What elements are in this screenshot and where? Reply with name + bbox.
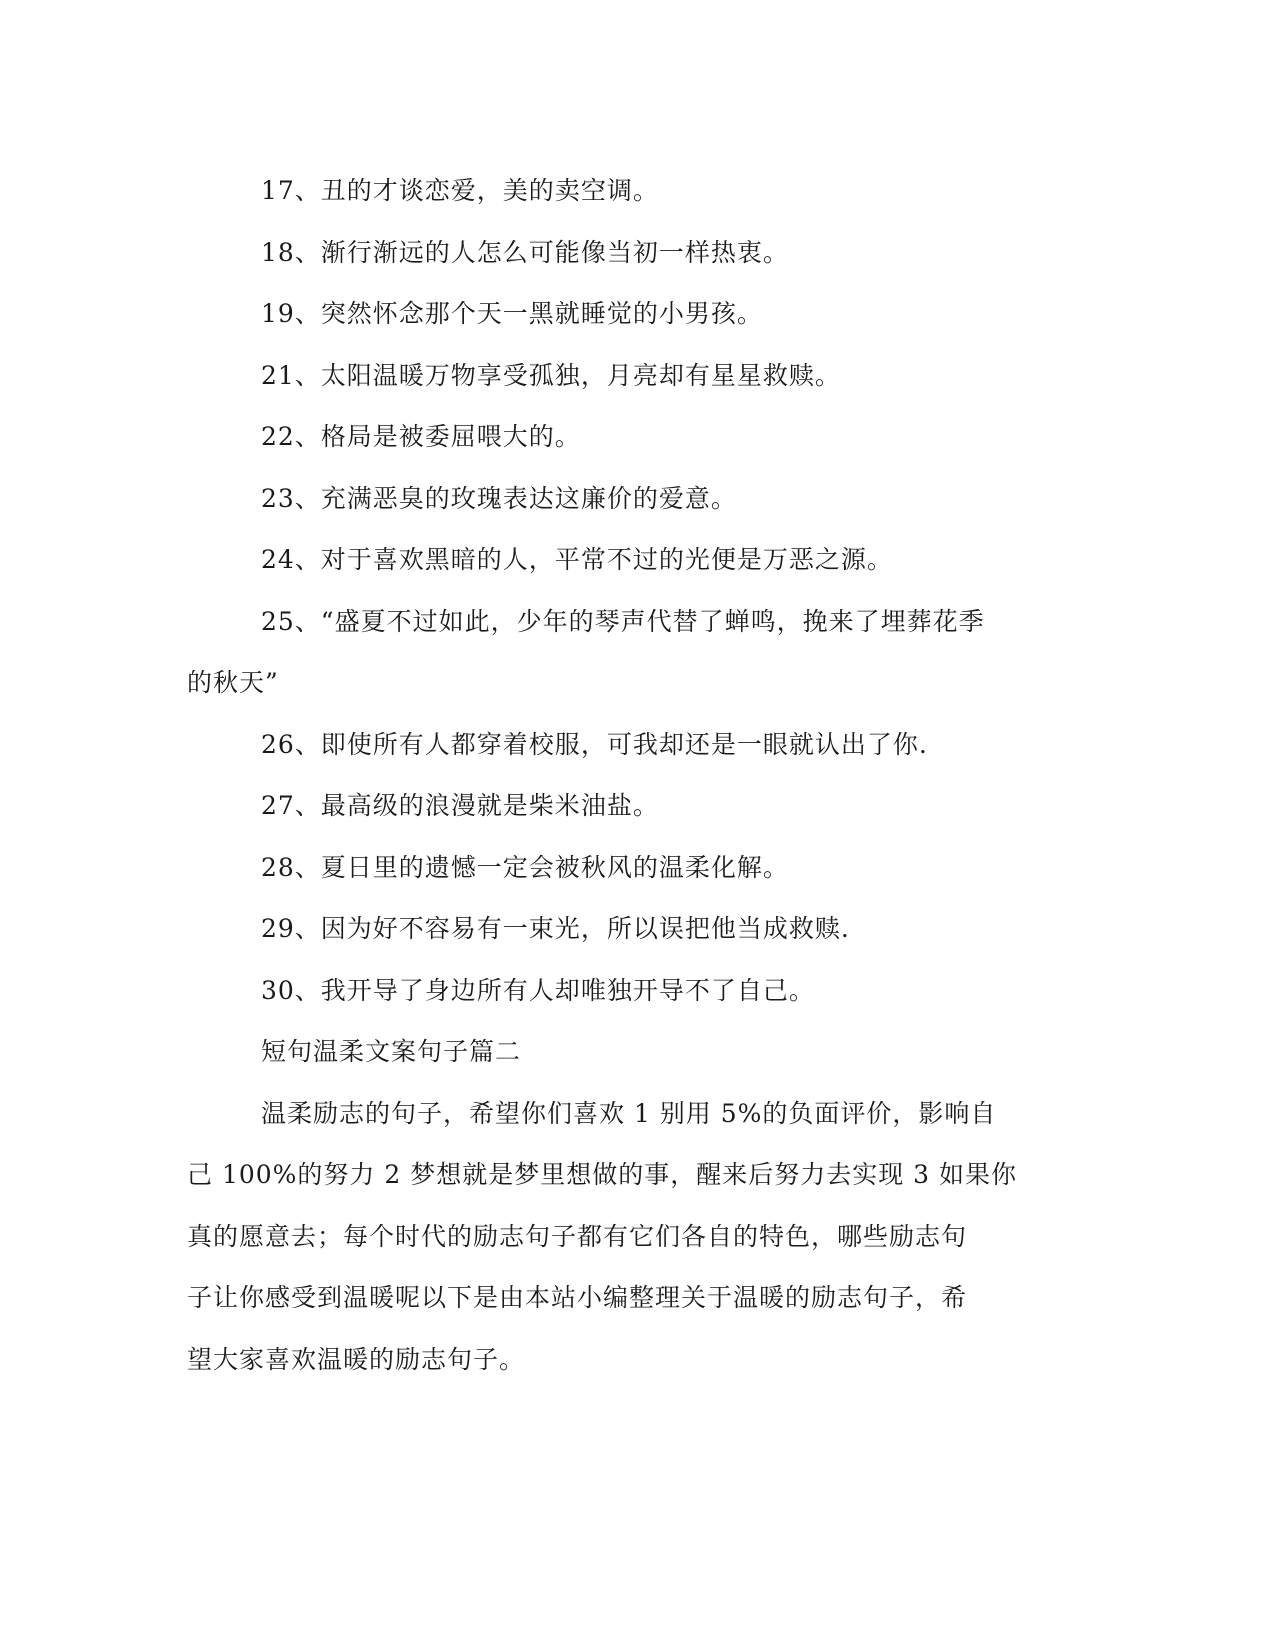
list-item: 26、即使所有人都穿着校服，可我却还是一眼就认出了你.	[261, 729, 928, 759]
list-item: 24、对于喜欢黑暗的人，平常不过的光便是万恶之源。	[261, 545, 893, 574]
list-item: 27、最高级的浪漫就是柴米油盐。	[261, 791, 659, 820]
list-item: 29、因为好不容易有一束光，所以误把他当成救赎.	[261, 914, 850, 943]
list-item-25-line1: 25、“盛夏不过如此，少年的琴声代替了蝉鸣，挽来了埋葬花季	[261, 606, 985, 636]
paragraph-line: 温柔励志的句子，希望你们喜欢 1 别用 5%的负面评价，影响自	[261, 1098, 997, 1128]
paragraph-line: 望大家喜欢温暖的励志句子。	[187, 1344, 526, 1374]
paragraph-line: 己 100%的努力 2 梦想就是梦里想做的事，醒来后努力去实现 3 如果你	[187, 1160, 1018, 1189]
list-item-25	[187, 591, 1067, 714]
list-item: 30、我开导了身边所有人却唯独开导不了自己。	[261, 975, 815, 1005]
paragraph-line: 真的愿意去；每个时代的励志句子都有它们各自的特色，哪些励志句	[187, 1221, 968, 1251]
list-item: 18、渐行渐远的人怎么可能像当初一样热衷。	[261, 237, 789, 267]
list-item: 22、格局是被委屈喂大的。	[261, 422, 581, 451]
list-item: 21、太阳温暖万物享受孤独，月亮却有星星救赎。	[261, 360, 841, 390]
list-item-25-line2: 的秋天”	[187, 668, 279, 697]
list-item: 23、充满恶臭的玫瑰表达这廉价的爱意。	[261, 483, 737, 513]
paragraph-line: 子让你感受到温暖呢以下是由本站小编整理关于温暖的励志句子，希	[187, 1283, 968, 1312]
list-item: 17、丑的才谈恋爱，美的卖空调。	[261, 176, 659, 205]
body-paragraph	[187, 1083, 1067, 1391]
list-item: 19、突然怀念那个天一黑就睡觉的小男孩。	[261, 299, 763, 328]
document-body	[187, 160, 1067, 1390]
section-heading: 短句温柔文案句子篇二	[261, 1037, 522, 1066]
list-item: 28、夏日里的遗憾一定会被秋风的温柔化解。	[261, 852, 789, 882]
